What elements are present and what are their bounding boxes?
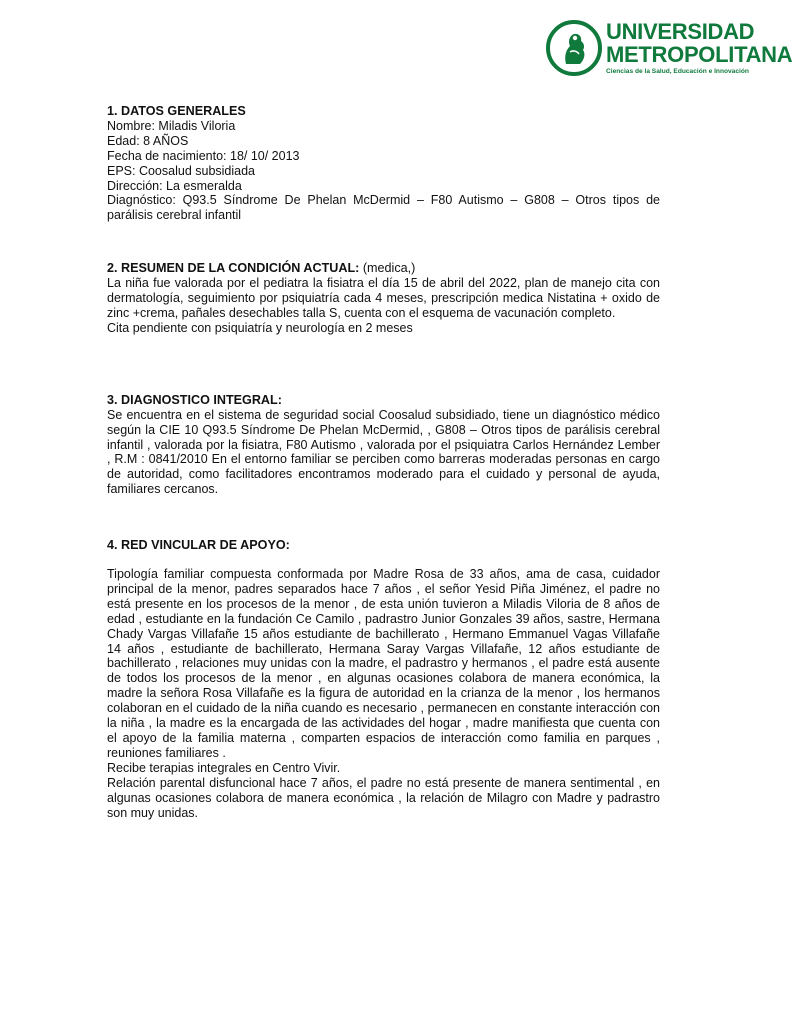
document-body xyxy=(107,104,660,820)
paragraph: Tipología familiar compuesta conformada por Madre Rosa de 33 años, ama de casa, cuidador principal de la menor, padres separados hace 7 años , el señor Yesid Piña Jiménez, el padre no está presente en los procesos de la menor , de esta unión tuvieron a Miladis Viloria de 8 años de edad , estudiante en la fundación Ce Camilo , padrastro Junior Gonzales 39 años, sastre, Hermana Chady Vargas Villafañe 15 años estudiante de bachillerato , Hermano Emmanuel Vagas Villafañe 14 años , estudiante de bachillerato, Hermana Saray Vargas Villafañe, 12 años estudiante de bachillerato , relaciones muy unidas con la madre, el padrastro y hermanos , el padre está ausente de todos los procesos de la menor , en algunas ocasiones colabora de manera económica, la madre la señora Rosa Villafañe es la figura de autoridad en la crianza de la menor , los hermanos colaboran en el cuidado de la niña cuando es necesario , permanecen en constante interacción con la niña , la madre es la encargada de las actividades del hogar , madre manifiesta que cuenta con el apoyo de la familia materna , comparten espacios de interacción como familia en parques , reuniones familiares . xyxy=(107,567,660,760)
spacer xyxy=(107,553,660,567)
heading-note: (medica,) xyxy=(362,261,416,276)
university-name xyxy=(606,18,792,76)
logo-line-universidad: UNIVERSIDAD xyxy=(606,18,755,44)
paragraph: Cita pendiente con psiquiatría y neurología en 2 meses xyxy=(107,320,413,335)
logo-tagline: Ciencias de la Salud, Educación e Innovación xyxy=(606,67,749,75)
section-heading: 3. DIAGNOSTICO INTEGRAL: xyxy=(107,392,282,407)
section-heading: 4. RED VINCULAR DE APOYO: xyxy=(107,538,290,553)
heading-text: 2. RESUMEN DE LA CONDICIÓN ACTUAL: xyxy=(107,261,360,276)
section-heading xyxy=(107,261,660,276)
university-emblem-icon xyxy=(546,20,602,76)
section-resumen-condicion xyxy=(107,261,660,336)
section-datos-generales xyxy=(107,104,660,223)
section-diagnostico-integral xyxy=(107,393,660,497)
field-nombre: Nombre: Miladis Viloria xyxy=(107,118,236,133)
field-fecha-nacimiento: Fecha de nacimiento: 18/ 10/ 2013 xyxy=(107,148,300,163)
field-direccion: Dirección: La esmeralda xyxy=(107,178,242,193)
paragraph: Relación parental disfuncional hace 7 años, el padre no está presente de manera sentimental , en algunas ocasiones colabora de manera económica , la relación de Milagro con Madre y padrastro son muy unidas. xyxy=(107,775,660,820)
paragraph: Se encuentra en el sistema de seguridad social Coosalud subsidiado, tiene un diagnóstico médico según la CIE 10 Q93.5 Síndrome De Phelan McDermid, , G808 – Otros tipos de parálisis cerebral infantil , valorada por la fisiatra, F80 Autismo , valorada por el psiquiatra Carlos Hernández Lember , R.M : 0841/2010 En el entorno familiar se perciben como barreras moderadas personas en cargo de autoridad, como facilitadores encontramos moderado para el cuidado y personal de ayuda, familiares cercanos. xyxy=(107,407,660,497)
university-logo xyxy=(546,18,792,76)
section-red-vincular xyxy=(107,538,660,820)
field-eps: EPS: Coosalud subsidiada xyxy=(107,163,256,178)
field-edad: Edad: 8 AÑOS xyxy=(107,133,189,148)
section-heading: 1. DATOS GENERALES xyxy=(107,104,246,118)
paragraph: La niña fue valorada por el pediatra la fisiatra el día 15 de abril del 2022, plan de manejo cita con dermatología, seguimiento por psiquiatría cada 4 meses, prescripción medica Nistatina + oxido de zinc +crema, pañales desechables talla S, cuenta con el esquema de vacunación completo. xyxy=(107,276,660,320)
logo-line-metropolitana: METROPOLITANA xyxy=(606,41,792,67)
field-diagnostico: Diagnóstico: Q93.5 Síndrome De Phelan McDermid – F80 Autismo – G808 – Otros tipos de parálisis cerebral infantil xyxy=(107,193,660,223)
paragraph: Recibe terapias integrales en Centro Vivir. xyxy=(107,760,341,775)
